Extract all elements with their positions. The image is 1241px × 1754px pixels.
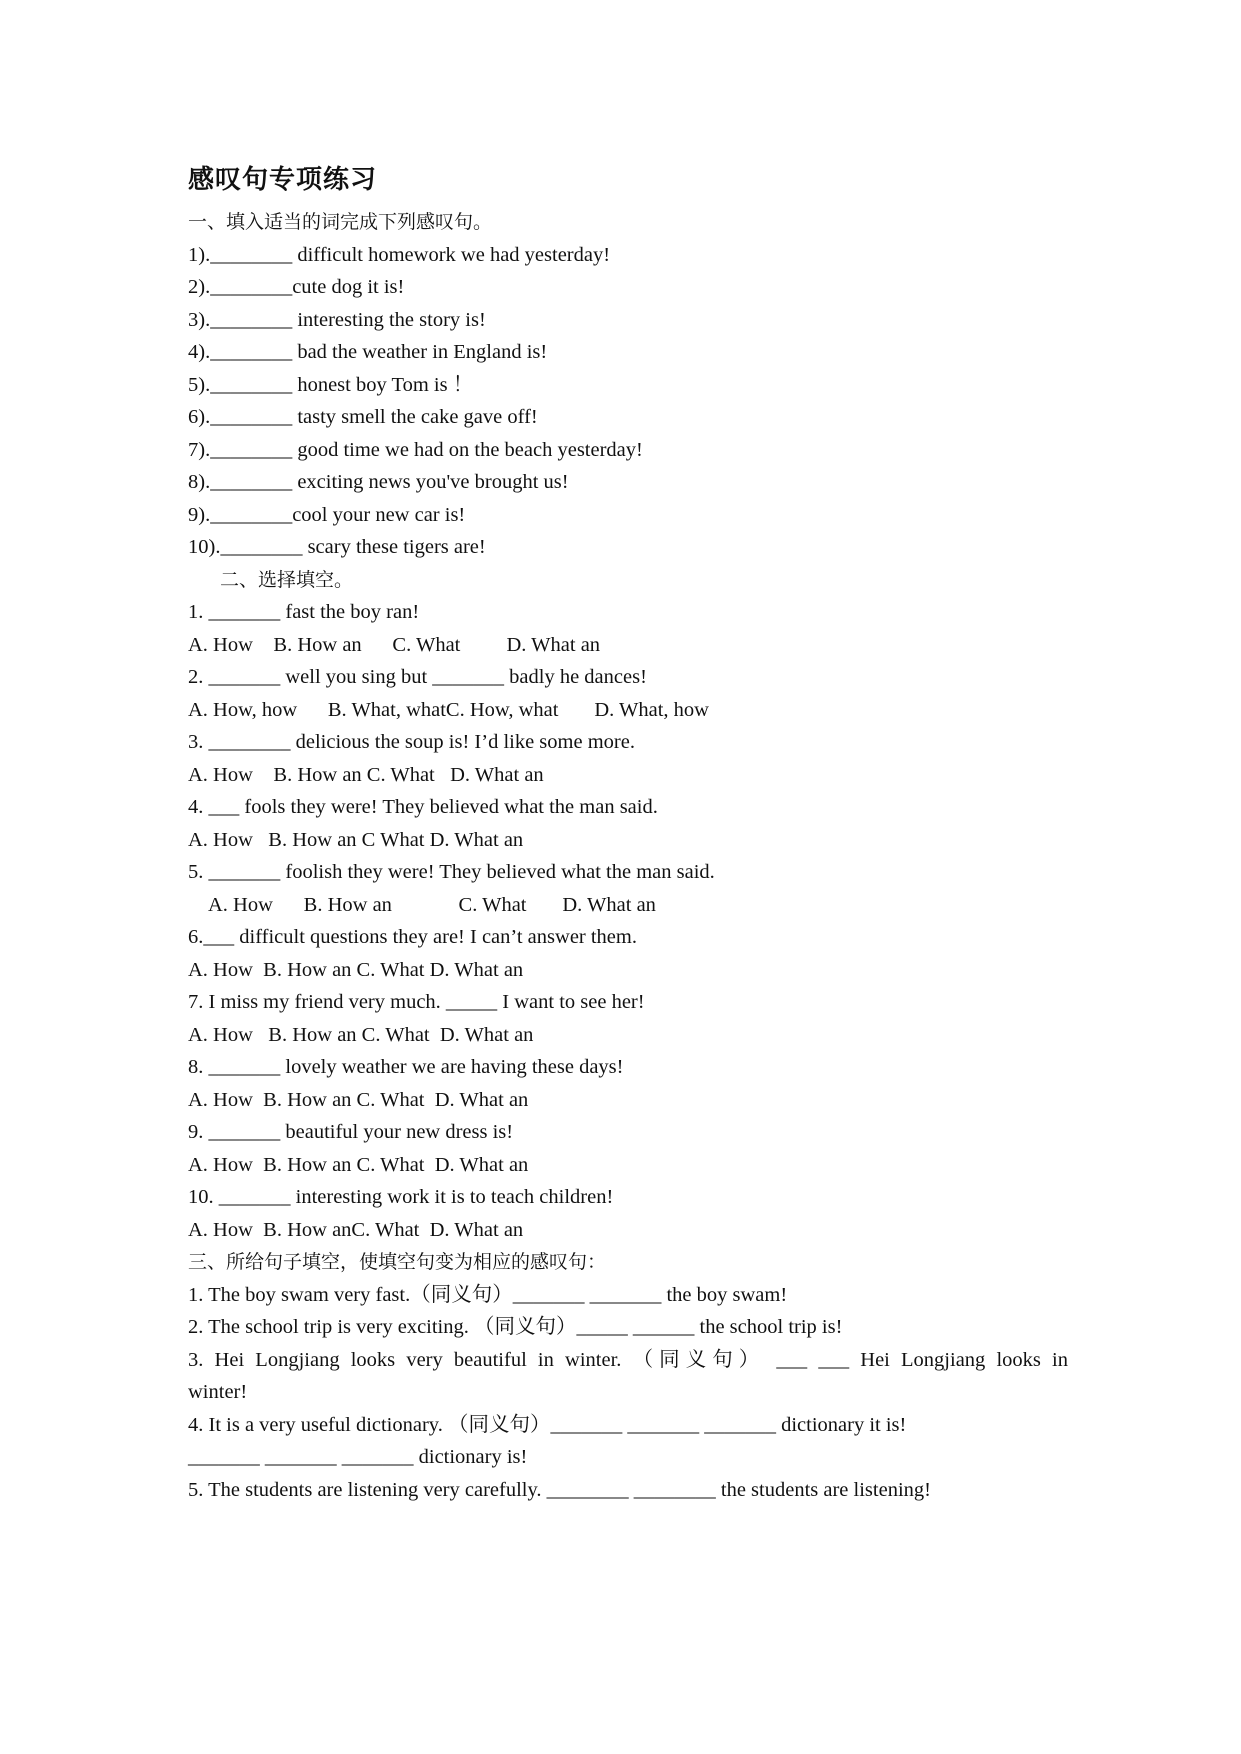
question-options: A. How B. How an C What D. What an <box>188 828 524 851</box>
list-item: 9).________cool your new car is! <box>188 503 466 526</box>
list-item: 4).________ bad the weather in England is! <box>188 341 548 363</box>
list-item: 2. The school trip is very exciting. （同义句）_____ ______ the school trip is! <box>188 1316 843 1338</box>
question-text: 6.___ difficult questions they are! I can’t answer them. <box>188 926 637 948</box>
list-item: 5. The students are listening very carefully. ________ ________ the students are listening! <box>188 1478 931 1501</box>
question-text: 4. ___ fools they were! They believed what the man said. <box>188 796 658 818</box>
question-options: A. How B. How an C. What D. What an <box>188 763 544 786</box>
question-text: 9. _______ beautiful your new dress is! <box>188 1121 514 1143</box>
list-item: 10).________ scary these tigers are! <box>188 536 486 558</box>
question-options: A. How B. How an C. What D. What an <box>188 1153 529 1176</box>
question-options: A. How B. How an C. What D. What an <box>188 1088 529 1111</box>
list-item: 2).________cute dog it is! <box>188 276 405 298</box>
list-item: 6).________ tasty smell the cake gave off! <box>188 406 538 428</box>
question-text: 5. _______ foolish they were! They believed what the man said. <box>188 861 715 883</box>
section1-list <box>188 239 1068 564</box>
section1-heading: 一、填入适当的词完成下列感叹句。 <box>188 211 493 233</box>
question-text: 7. I miss my friend very much. _____ I want to see her! <box>188 991 645 1013</box>
list-item: 1. The boy swam very fast.（同义句）_______ _______ the boy swam! <box>188 1283 788 1306</box>
list-item: 8).________ exciting news you've brought us! <box>188 471 569 493</box>
section3-list <box>188 1279 1068 1507</box>
question-text: 3. ________ delicious the soup is! I’d like some more. <box>188 731 635 753</box>
list-item: 1).________ difficult homework we had yesterday! <box>188 243 611 266</box>
list-item-continuation: winter! <box>188 1381 248 1403</box>
section2-list <box>188 596 1068 1246</box>
question-text: 1. _______ fast the boy ran! <box>188 601 420 623</box>
question-options: A. How B. How an C. What D. What an <box>188 958 524 981</box>
question-options: A. How B. How anC. What D. What an <box>188 1218 524 1241</box>
question-options: A. How B. How an C. What D. What an <box>188 1023 534 1046</box>
list-item: 3).________ interesting the story is! <box>188 308 486 331</box>
section2-heading: 二、选择填空。 <box>220 568 354 591</box>
section3-heading: 三、所给句子填空，使填空句变为相应的感叹句： <box>188 1251 607 1273</box>
question-options: A. How, how B. What, whatC. How, what D. What, how <box>188 698 709 721</box>
page-title: 感叹句专项练习 <box>188 165 378 195</box>
question-text: 8. _______ lovely weather we are having these days! <box>188 1056 624 1078</box>
question-options: A. How B. How an C. What D. What an <box>188 633 601 656</box>
question-options: A. How B. How an C. What D. What an <box>208 893 656 916</box>
list-item-continuation: _______ _______ _______ dictionary is! <box>188 1446 528 1468</box>
list-item: 5).________ honest boy Tom is ！ <box>188 373 474 396</box>
question-text: 10. _______ interesting work it is to teach children! <box>188 1186 614 1208</box>
worksheet-page <box>188 160 1068 1506</box>
list-item: 3. Hei Longjiang looks very beautiful in winter. （同义句） ___ ___ Hei Longjiang looks in <box>188 1348 1068 1371</box>
question-text: 2. _______ well you sing but _______ badly he dances! <box>188 666 647 688</box>
list-item: 7).________ good time we had on the beach yesterday! <box>188 438 643 461</box>
list-item: 4. It is a very useful dictionary. （同义句）_______ _______ _______ dictionary it is! <box>188 1413 907 1436</box>
